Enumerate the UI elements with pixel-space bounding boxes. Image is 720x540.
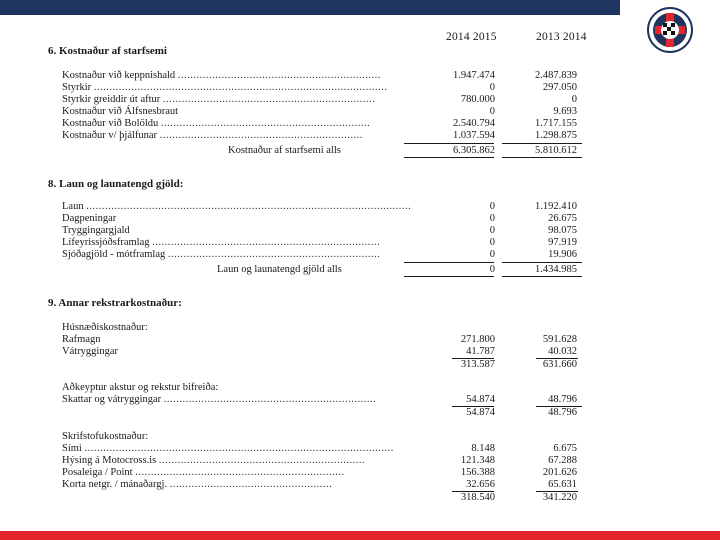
total-rule (502, 143, 582, 144)
value-2014-2015: 2.540.794 (453, 118, 495, 129)
value-2014-2015: 0 (489, 106, 495, 117)
section-title: 8. Laun og launatengd gjöld: (48, 178, 184, 190)
row-label: Sími ................................................................................................... (62, 443, 394, 454)
row-label: Lífeyrissjóðsframlag ......................................................................... (62, 237, 381, 248)
row-label: Kostnaður við keppnishald ................................................................. (62, 70, 381, 81)
total-2013-2014: 5.810.612 (535, 145, 577, 156)
bottom-banner (0, 531, 720, 540)
value-2013-2014: 0 (571, 94, 577, 105)
value-2014-2015: 121.348 (460, 455, 495, 466)
row-label: Kostnaður við Bolöldu ................................................................... (62, 118, 371, 129)
row-label: Styrkir .............................................................................................. (62, 82, 388, 93)
value-2013-2014: 26.675 (548, 213, 577, 224)
row-label: Vátryggingar (62, 346, 118, 357)
row-label: Tryggingargjald (62, 225, 130, 236)
total-2014-2015: 6.305.862 (453, 145, 495, 156)
column-header-2014-2015: 2014 2015 (446, 31, 497, 43)
value-2013-2014: 48.796 (548, 394, 577, 405)
row-label: Hýsing á Motocross.is .................................................................. (62, 455, 366, 466)
value-2014-2015: 0 (489, 201, 495, 212)
row-label: Sjóðagjöld - mótframlag .................................................................... (62, 249, 381, 260)
group-heading: Húsnæðiskostnaður: (62, 322, 148, 333)
value-2013-2014: 67.288 (548, 455, 577, 466)
total-rule (502, 262, 582, 263)
value-2013-2014: 297.050 (542, 82, 577, 93)
subtotal-2014-2015: 54.874 (466, 407, 495, 418)
group-heading: Skrifstofukostnaður: (62, 431, 149, 442)
total-rule (404, 157, 494, 158)
group-heading: Aðkeyptur akstur og rekstur bifreiða: (62, 382, 219, 393)
subtotal-2013-2014: 341.220 (542, 492, 577, 503)
value-2014-2015: 0 (489, 82, 495, 93)
value-2013-2014: 1.298.875 (535, 130, 577, 141)
subtotal-2013-2014: 48.796 (548, 407, 577, 418)
value-2013-2014: 97.919 (548, 237, 577, 248)
value-2013-2014: 9.693 (553, 106, 577, 117)
value-2013-2014: 40.032 (548, 346, 577, 357)
total-2014-2015: 0 (489, 264, 495, 275)
value-2014-2015: 156.388 (460, 467, 495, 478)
value-2013-2014: 19.906 (548, 249, 577, 260)
row-label: Korta netgr. / mánaðargj. .................................................... (62, 479, 333, 490)
total-rule (404, 276, 494, 277)
value-2013-2014: 65.631 (548, 479, 577, 490)
total-rule (502, 157, 582, 158)
value-2013-2014: 1.192.410 (535, 201, 577, 212)
total-rule (404, 262, 494, 263)
total-rule (502, 276, 582, 277)
section-title: 6. Kostnaður af starfsemi (48, 45, 167, 57)
value-2013-2014: 2.487.839 (535, 70, 577, 81)
value-2013-2014: 98.075 (548, 225, 577, 236)
value-2014-2015: 271.800 (460, 334, 495, 345)
value-2014-2015: 41.787 (466, 346, 495, 357)
row-label: Posaleiga / Point ................................................................... (62, 467, 345, 478)
row-label: Styrkir greiddir út aftur .................................................................... (62, 94, 376, 105)
section-title: 9. Annar rekstrarkostnaður: (48, 297, 182, 309)
total-label: Laun og launatengd gjöld alls (217, 264, 342, 275)
value-2013-2014: 6.675 (553, 443, 577, 454)
column-header-2013-2014: 2013 2014 (536, 31, 587, 43)
value-2014-2015: 32.656 (466, 479, 495, 490)
value-2013-2014: 201.626 (542, 467, 577, 478)
row-label: Skattar og vátryggingar .................................................................... (62, 394, 377, 405)
value-2014-2015: 54.874 (466, 394, 495, 405)
value-2013-2014: 1.717.155 (535, 118, 577, 129)
value-2014-2015: 0 (489, 225, 495, 236)
value-2014-2015: 8.148 (471, 443, 495, 454)
row-label: Kostnaður v/ þjálfunar ................................................................. (62, 130, 363, 141)
value-2014-2015: 0 (489, 237, 495, 248)
total-label: Kostnaður af starfsemi alls (228, 145, 341, 156)
value-2014-2015: 0 (489, 213, 495, 224)
row-label: Dagpeningar (62, 213, 117, 224)
value-2013-2014: 591.628 (542, 334, 577, 345)
value-2014-2015: 0 (489, 249, 495, 260)
subtotal-2014-2015: 318.540 (460, 492, 495, 503)
value-2014-2015: 1.037.594 (453, 130, 495, 141)
row-label: Kostnaður við Álfsnesbraut (62, 106, 179, 117)
value-2014-2015: 780.000 (460, 94, 495, 105)
total-rule (404, 143, 494, 144)
row-label: Laun ........................................................................................................ (62, 201, 412, 212)
total-2013-2014: 1.434.985 (535, 264, 577, 275)
subtotal-2013-2014: 631.660 (542, 359, 577, 370)
row-label: Rafmagn (62, 334, 101, 345)
value-2014-2015: 1.947.474 (453, 70, 495, 81)
subtotal-2014-2015: 313.587 (460, 359, 495, 370)
